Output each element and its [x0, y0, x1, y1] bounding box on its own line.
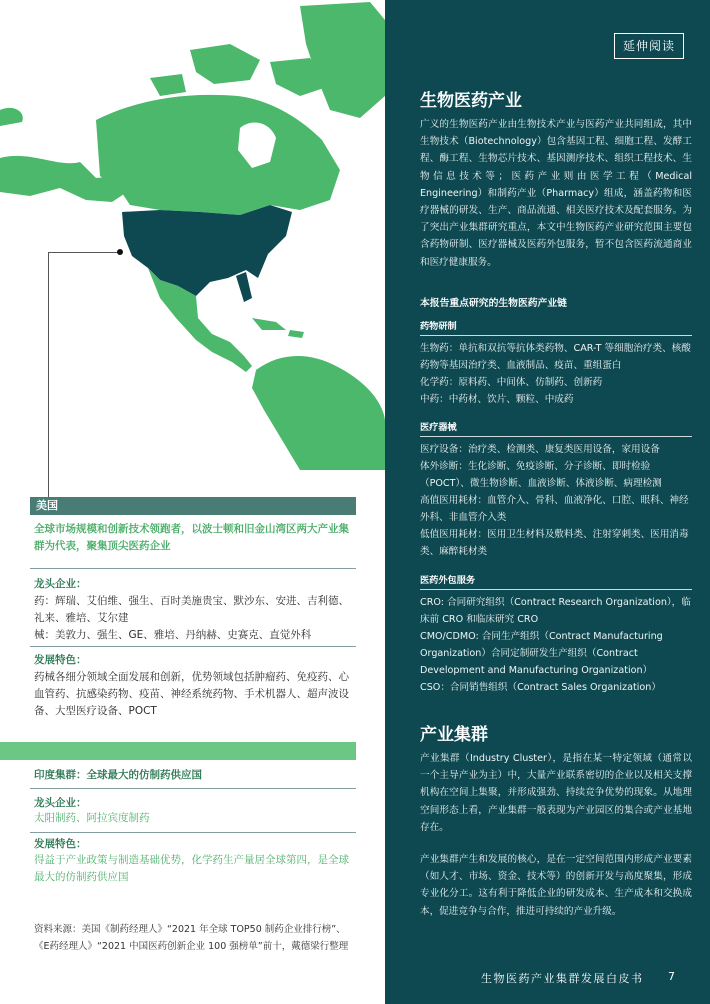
drug-line-3: 中药：中药材、饮片、颗粒、中成药 [420, 394, 574, 405]
drug-line-2: 化学药：原料药、中间体、仿制药、创新药 [420, 377, 603, 388]
device-line-3: 高值医用耗材：血管介入、骨科、血液净化、口腔、眼科、神经外科、非血管介入类 [420, 495, 689, 524]
americas-map [0, 0, 385, 470]
leader-dot [117, 249, 123, 255]
outsourcing-line-2: CMO/CDMO: 合同生产组织（Contract Manufacturing Organization）合同定制研发生产组织（Contract Development and Manufacturing Organization） [420, 631, 663, 677]
device-line-1: 医疗设备：治疗类、检测类、康复类医用设备，家用设备 [420, 444, 660, 455]
divider [30, 646, 356, 647]
india-title: 印度集群：全球最大的仿制药供应国 [34, 769, 202, 781]
device-line-4: 低值医用耗材：医用卫生材料及敷料类、注射穿刺类、医用消毒类、麻醉耗材类 [420, 529, 689, 558]
india-leaders-text: 太阳制药、阿拉宾度制药 [34, 812, 150, 824]
biomed-intro: 广义的生物医药产业由生物技术产业与医药产业共同组成，其中生物技术（Biotechnology）包含基因工程、细胞工程、发酵工程、酶工程、生物芯片技术、基因测序技术、组织工程技术、生物信息技术等；医药产业则由医学工程（Medical Engineering）和制药产业（Pharmacy）组成，涵盖药物和医疗器械的研发、生产、商品流通、相关医疗技术及配套服务。为了突出产业集群研究重点，本文中生物医药产业研究范围主要包含药物研制、医疗器械及医药外包服务，暂不包含医药流通商业和医疗健康服务。 [420, 119, 692, 268]
us-label: 美国 [36, 499, 58, 512]
divider [30, 568, 356, 569]
right-panel [385, 0, 710, 1004]
us-headline: 全球市场规模和创新技术领跑者，以波士顿和旧金山湾区两大产业集群为代表，聚集顶尖医药企业 [34, 523, 349, 552]
arctic-islands-3 [150, 74, 186, 96]
cluster-paragraph-2: 产业集群产生和发展的核心，是在一定空间范围内形成产业要素（如人才、市场、资金、技术等）的创新开发与高度聚集，形成专业化分工。这有利于降低企业的研发成本、生产成本和交换成本，促进竞争与合作，推进可持续的产业升级。 [420, 854, 692, 917]
india-features-text: 得益于产业政策与制造基础优势，化学药生产量居全球第四，是全球最大的仿制药供应国 [34, 854, 349, 883]
south-america-landmass [252, 356, 385, 470]
outsourcing-line-1: CRO: 合同研究组织（Contract Research Organization），临床前 CRO 和临床研究 CRO [420, 597, 691, 626]
device-line-2: 体外诊断：生化诊断、免疫诊断、分子诊断、即时检验（POCT）、微生物诊断、血液诊断、体液诊断、病理检测 [420, 461, 662, 490]
india-bar [0, 742, 356, 760]
canada-landmass [96, 95, 340, 215]
biomed-title: 生物医药产业 [420, 91, 522, 111]
caribbean-islands [252, 318, 286, 330]
page-number: 7 [668, 970, 675, 983]
us-features-label: 发展特色： [34, 654, 87, 666]
us-leaders-device: 械：美敦力、强生、GE、雅培、丹纳赫、史赛克、直觉外科 [34, 629, 312, 641]
india-leaders-label: 龙头企业： [34, 797, 87, 809]
cluster-paragraph-1: 产业集群（Industry Cluster），是指在某一特定领域（通常以一个主导产业为主）中，大量产业联系密切的企业以及相关支撑机构在空间上集聚，并形成强劲、持续竞争优势的现象。从地理空间形态上看，产业集群一般表现为产业园区的集合或产业基地存在。 [420, 753, 692, 833]
usa-landmass [122, 205, 292, 296]
outsourcing-heading: 医药外包服务 [420, 572, 692, 590]
greenland [300, 2, 385, 118]
leader-line-vertical [48, 252, 49, 497]
drug-heading: 药物研制 [420, 318, 692, 336]
outsourcing-line-3: CSO：合同销售组织（Contract Sales Organization） [420, 682, 661, 693]
further-reading-tag: 延伸阅读 [614, 33, 684, 59]
pacific-fragment [0, 108, 23, 126]
leader-line-horizontal [48, 252, 120, 253]
divider [30, 832, 356, 833]
india-features-label: 发展特色： [34, 838, 87, 850]
us-leaders-label: 龙头企业： [34, 578, 87, 590]
us-features-text: 药械各细分领域全面发展和创新，优势领域包括肿瘤药、免疫药、心血管药、抗感染药物、疫苗、神经系统药物、手术机器人、超声波设备、大型医疗设备、POCT [34, 671, 349, 717]
chain-title: 本报告重点研究的生物医药产业链 [420, 298, 567, 309]
us-label-bar [30, 497, 356, 515]
us-leaders-drug: 药：辉瑞、艾伯维、强生、百时美施贵宝、默沙东、安进、吉利德、礼来、雅培、艾尔建 [34, 595, 349, 624]
divider [30, 788, 356, 789]
arctic-islands [190, 44, 260, 84]
footer-title: 生物医药产业集群发展白皮书 [481, 972, 644, 985]
americas-map-graphic [0, 0, 385, 470]
device-heading: 医疗器械 [420, 419, 692, 437]
drug-line-1: 生物药：单抗和双抗等抗体类药物、CAR-T 等细胞治疗类、核酸药物等基因治疗类、血液制品、疫苗、重组蛋白 [420, 343, 691, 372]
cluster-title: 产业集群 [420, 725, 488, 745]
caribbean-islands-2 [288, 330, 304, 338]
source-note: 资料来源：美国《制药经理人》“2021 年全球 TOP50 制药企业排行榜”、《E药经理人》“2021 中国医药创新企业 100 强榜单”前十，戴德梁行整理 [34, 924, 349, 952]
florida [236, 272, 252, 302]
